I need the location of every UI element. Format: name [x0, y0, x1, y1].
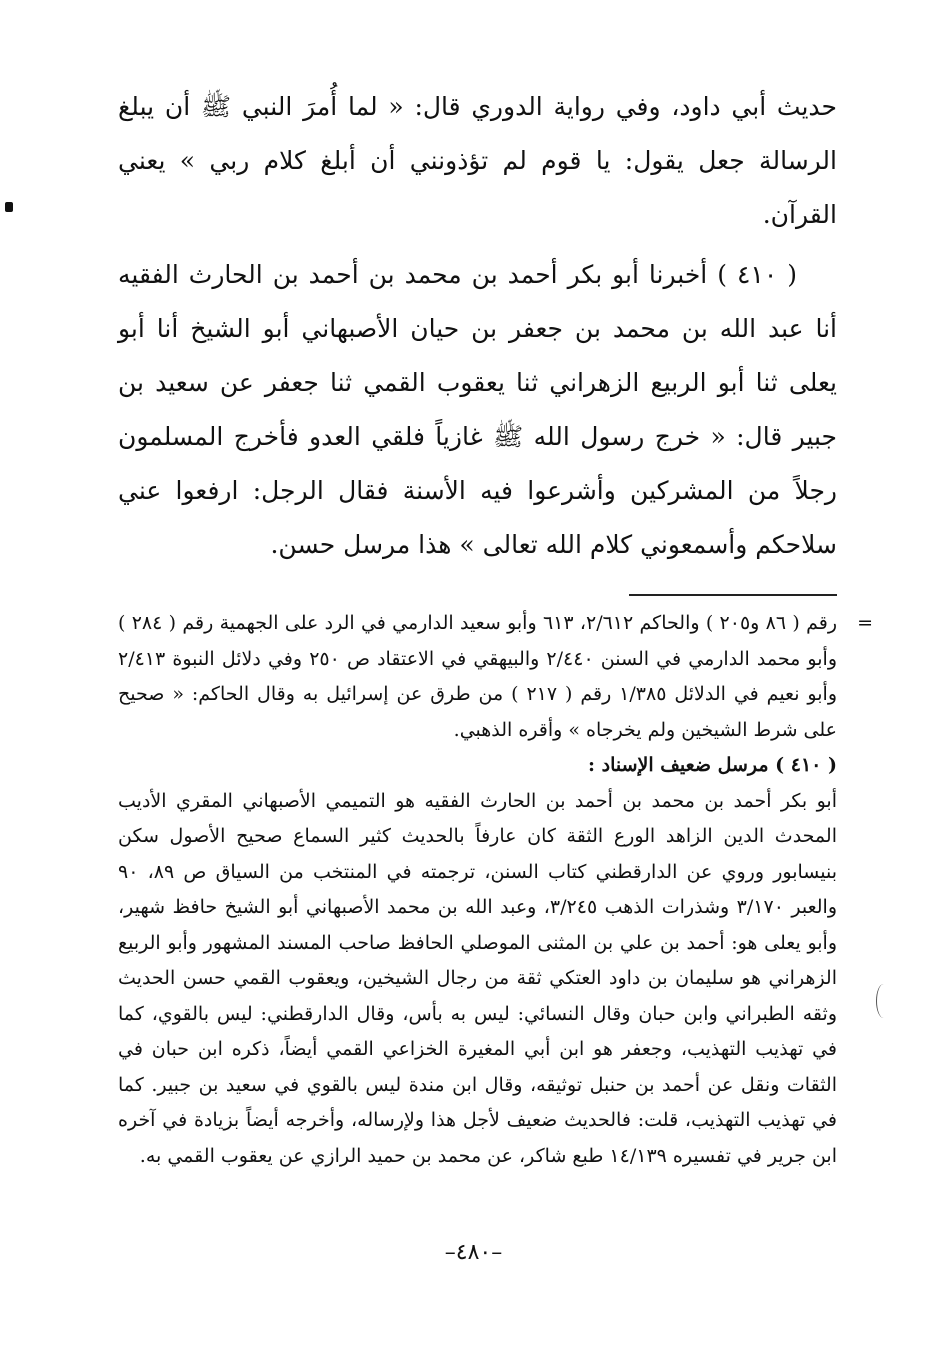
continuation-mark: = [857, 612, 873, 634]
page-content [118, 80, 873, 1174]
page-number: –٤٨٠– [444, 1240, 503, 1265]
footnote-continuation-text: رقم ( ٨٦ و٢٠٥ ) والحاكم ٢/٦١٢، ٦١٣ وأبو سعيد الدارمي في الرد على الجهمية رقم ( ٢٨٤ ) وأبو محمد الدارمي في السنن ٢/٤٤٠ والبيهقي في الاعتقاد ص ٢٥٠ وفي دلائل النبوة ٢/٤١٣ وأبو نعيم في الدلائل ١/٣٨٥ رقم ( ٢١٧ ) من طرق عن إسرائيل به وقال الحاكم: « صحيح على شرط الشيخين ولم يخرجاه » وأقره الذهبي. [118, 612, 837, 741]
footnotes [118, 606, 873, 1174]
footnote-separator [629, 594, 837, 596]
main-text [118, 80, 837, 572]
hadith-410-paragraph: ( ٤١٠ ) أخبرنا أبو بكر أحمد بن محمد بن أحمد بن الحارث الفقيه أنا عبد الله بن محمد بن جعفر بن حيان الأصبهاني أبو الشيخ أنا أبو يعلى ثنا أبو الربيع الزهراني ثنا يعقوب القمي ثنا جعفر عن سعيد بن جبير قال: « خرج رسول الله ﷺ غازياً فلقي العدو فأخرج المسلمون رجلاً من المشركين وأشرعوا فيه الأسنة فقال الرجل: ارفعوا عني سلاحكم وأسمعوني كلام الله تعالى » هذا مرسل حسن. [118, 260, 837, 559]
footnote-410-heading: ( ٤١٠ ) مرسل ضعيف الإسناد : [588, 754, 837, 776]
margin-mark [876, 984, 891, 1018]
footnote-continuation [118, 606, 873, 748]
margin-mark [5, 202, 13, 212]
footnote-410-body: أبو بكر أحمد بن محمد بن أحمد بن الحارث الفقيه هو التميمي الأصبهاني المقري الأديب المحدث الدين الزاهد الورع الثقة كان عارفاً بالحديث كثير السماع صحيح الأصول سكن بنيسابور وروي عن الدارقطني كتاب السنن، ترجمته في المنتخب من السياق ص ٨٩، ٩٠ والعبر ٣/١٧٠ وشذرات الذهب ٣/٢٤٥، وعبد الله بن محمد الأصبهاني أبو الشيخ حافظ شهير، وأبو يعلى هو: أحمد بن علي بن المثنى الموصلي الحافظ صاحب المسند المشهور وأبو الربيع الزهراني هو سليمان بن داود العتكي ثقة من رجال الشيخين، ويعقوب القمي حسن الحديث وثقه الطبراني وابن حبان وقال النسائي: ليس به بأس، وقال الدارقطني: ليس بالقوي، كما في تهذيب التهذيب، وجعفر هو ابن أبي المغيرة الخزاعي القمي أيضاً، ذكره ابن حبان في الثقات ونقل عن أحمد بن حنبل توثيقه، وقال ابن مندة ليس بالقوي في سعيد بن جبير. كما في تهذيب التهذيب، قلت: فالحديث ضعيف لأجل هذا ولإرساله، وأخرجه أيضاً بزيادة في آخره ابن جرير في تفسيره ١٤/١٣٩ طبع شاكر، عن محمد بن حميد الرازي عن يعقوب القمي به. [118, 789, 838, 1167]
main-paragraph: حديث أبي داود، وفي رواية الدوري قال: « لما أُمرَ النبي ﷺ أن يبلغ الرسالة جعل يقول: يا قوم لم تؤذونني أن أبلغ كلام ربي » يعني القرآن. [118, 92, 837, 229]
